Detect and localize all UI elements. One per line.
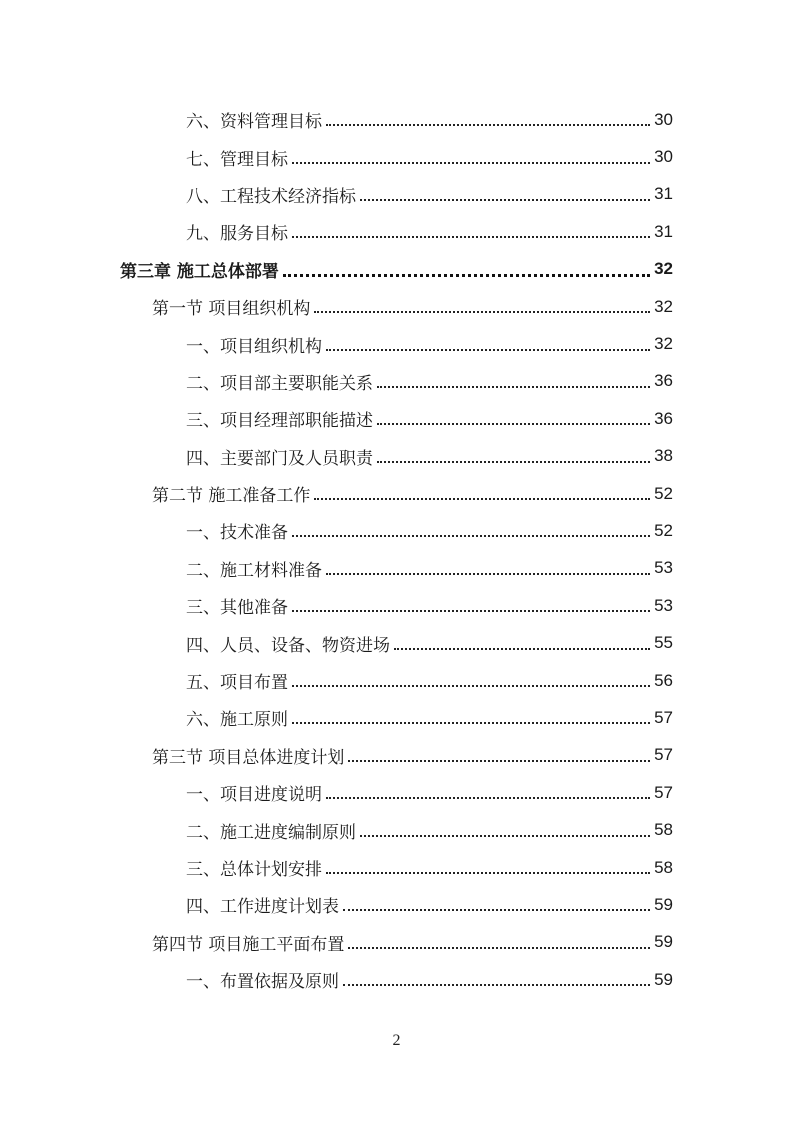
toc-entry-label: 四、工作进度计划表 (186, 892, 341, 917)
toc-entry-section[interactable] (0, 288, 793, 325)
toc-entry-item[interactable] (0, 101, 793, 138)
toc-leader-dots (326, 560, 650, 577)
toc-leader-dots (343, 896, 650, 913)
toc-entry-label: 第四节 项目施工平面布置 (152, 930, 346, 955)
toc-leader-dots (326, 111, 650, 128)
toc-entry-item[interactable] (0, 176, 793, 213)
toc-entry-label: 六、资料管理目标 (186, 107, 324, 132)
toc-leader-dots (394, 635, 650, 652)
toc-leader-dots (377, 373, 650, 390)
toc-entry-item[interactable] (0, 849, 793, 886)
page-number: 2 (392, 1032, 401, 1049)
toc-entry-page: 31 (654, 221, 673, 241)
toc-leader-dots (360, 822, 650, 839)
toc-entry-label: 三、总体计划安排 (186, 855, 324, 880)
toc-entry-page: 57 (654, 745, 673, 765)
toc-leader-dots (292, 672, 650, 689)
toc-leader-dots (326, 859, 650, 876)
toc-leader-dots (348, 934, 650, 951)
toc-entry-label: 二、施工进度编制原则 (186, 818, 358, 843)
toc-entry-page: 31 (654, 184, 673, 204)
toc-entry-label: 一、项目组织机构 (186, 332, 324, 357)
toc-entry-label: 一、布置依据及原则 (186, 967, 341, 992)
toc-entry-item[interactable] (0, 325, 793, 362)
toc-entry-page: 52 (654, 483, 673, 503)
toc-entry-page: 30 (654, 147, 673, 167)
toc-entry-label: 四、人员、设备、物资进场 (186, 631, 392, 656)
toc-entry-label: 三、其他准备 (186, 593, 290, 618)
toc-entry-item[interactable] (0, 886, 793, 923)
toc-leader-dots (292, 597, 650, 614)
toc-leader-dots (292, 223, 650, 240)
toc-entry-page: 59 (654, 969, 673, 989)
toc-entry-section[interactable] (0, 475, 793, 512)
toc-entry-page: 53 (654, 558, 673, 578)
toc-entry-item[interactable] (0, 624, 793, 661)
toc-entry-page: 58 (654, 820, 673, 840)
toc-entry-page: 58 (654, 857, 673, 877)
toc-leader-dots (314, 485, 650, 502)
toc-entry-page: 55 (654, 633, 673, 653)
toc-leader-dots (292, 709, 650, 726)
toc-entry-page: 32 (654, 259, 673, 279)
toc-leader-dots (326, 784, 650, 801)
toc-leader-dots (348, 747, 650, 764)
toc-entry-page: 53 (654, 595, 673, 615)
toc-entry-item[interactable] (0, 400, 793, 437)
toc-entry-label: 二、施工材料准备 (186, 556, 324, 581)
toc-entry-section[interactable] (0, 924, 793, 961)
toc-entry-item[interactable] (0, 699, 793, 736)
toc-leader-dots (377, 448, 650, 465)
toc-leader-dots (292, 149, 650, 166)
toc-leader-dots (377, 410, 650, 427)
toc-leader-dots (360, 186, 650, 203)
toc-entry-page: 36 (654, 408, 673, 428)
toc-entry-label: 二、项目部主要职能关系 (186, 369, 375, 394)
toc-entry-item[interactable] (0, 587, 793, 624)
toc-entry-item[interactable] (0, 213, 793, 250)
toc-leader-dots (292, 522, 650, 539)
toc-entry-label: 四、主要部门及人员职责 (186, 444, 375, 469)
toc-leader-dots (343, 971, 650, 988)
toc-entry-page: 59 (654, 932, 673, 952)
toc-entry-label: 第二节 施工准备工作 (152, 481, 312, 506)
toc-entry-item[interactable] (0, 438, 793, 475)
toc-entry-item[interactable] (0, 662, 793, 699)
toc-entry-item[interactable] (0, 961, 793, 998)
toc-entry-page: 36 (654, 371, 673, 391)
toc-entry-label: 第一节 项目组织机构 (152, 294, 312, 319)
toc-entry-item[interactable] (0, 363, 793, 400)
toc-entry-item[interactable] (0, 512, 793, 549)
table-of-contents (0, 101, 793, 998)
toc-entry-label: 一、技术准备 (186, 518, 290, 543)
toc-entry-page: 30 (654, 109, 673, 129)
toc-entry-section[interactable] (0, 737, 793, 774)
toc-entry-label: 七、管理目标 (186, 145, 290, 170)
toc-entry-chapter[interactable] (0, 251, 793, 288)
toc-leader-dots (283, 261, 650, 278)
toc-entry-item[interactable] (0, 811, 793, 848)
toc-entry-page: 52 (654, 520, 673, 540)
toc-entry-item[interactable] (0, 550, 793, 587)
toc-entry-page: 56 (654, 670, 673, 690)
toc-entry-label: 八、工程技术经济指标 (186, 182, 358, 207)
toc-entry-label: 三、项目经理部职能描述 (186, 406, 375, 431)
toc-entry-page: 57 (654, 707, 673, 727)
toc-entry-label: 九、服务目标 (186, 219, 290, 244)
toc-entry-page: 57 (654, 782, 673, 802)
toc-entry-item[interactable] (0, 774, 793, 811)
toc-entry-label: 第三节 项目总体进度计划 (152, 743, 346, 768)
toc-entry-page: 59 (654, 894, 673, 914)
toc-entry-label: 一、项目进度说明 (186, 780, 324, 805)
toc-entry-label: 第三章 施工总体部署 (120, 257, 281, 282)
toc-entry-item[interactable] (0, 138, 793, 175)
toc-entry-page: 38 (654, 446, 673, 466)
toc-leader-dots (326, 336, 650, 353)
toc-leader-dots (314, 298, 650, 315)
toc-entry-page: 32 (654, 334, 673, 354)
toc-entry-page: 32 (654, 296, 673, 316)
toc-entry-label: 六、施工原则 (186, 705, 290, 730)
toc-entry-label: 五、项目布置 (186, 668, 290, 693)
